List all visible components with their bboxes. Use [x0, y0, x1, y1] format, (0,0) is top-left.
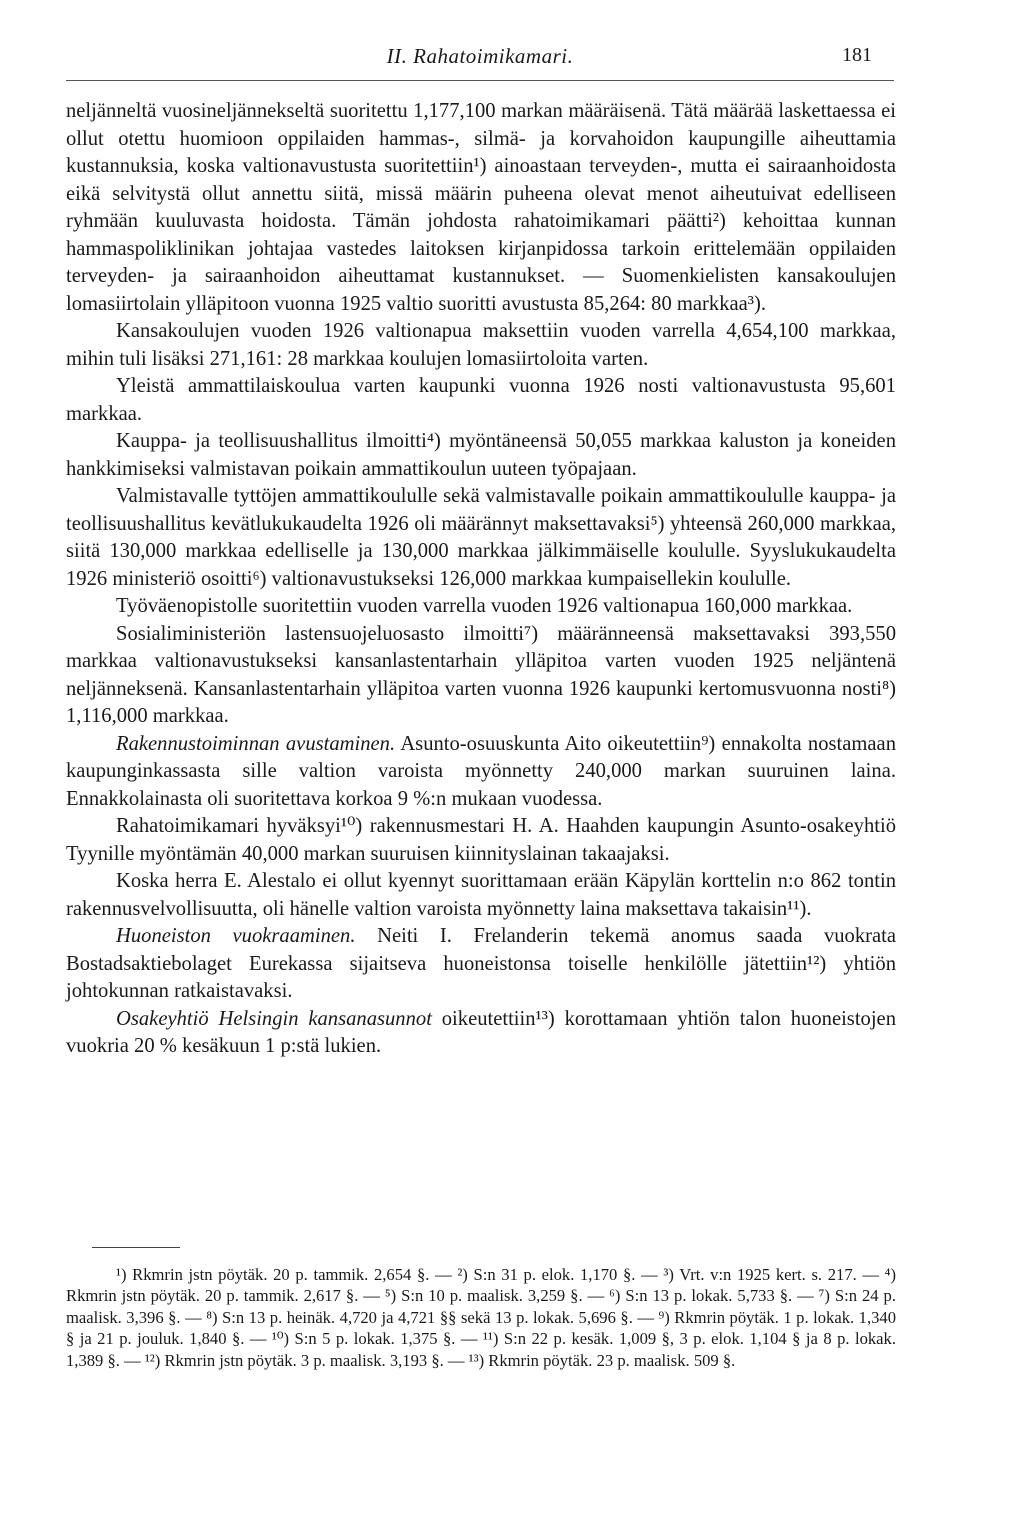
running-title: II. Rahatoimikamari. [386, 44, 574, 68]
paragraph: Kansakoulujen vuoden 1926 valtionapua maksettiin vuoden varrella 4,654,100 markkaa, mihin tuli lisäksi 271,161: 28 markkaa koulujen lomasiirtoloita varten. [66, 320, 896, 370]
paragraph: Rakennustoiminnan avustaminen. Asunto-osuuskunta Aito oikeutettiin⁹) ennakolta nostamaan kaupunginkassasta sille valtion varoista myönnetty 240,000 markan suuruinen laina. Ennakkolainasta oli suoritettava korkoa 9 %:n mukaan vuodessa. [66, 732, 896, 810]
page-number: 181 [842, 44, 872, 66]
paragraph: Huoneiston vuokraaminen. Neiti I. Frelanderin tekemä anomus saada vuokrata Bostadsaktiebolaget Eurekassa sijaitseva huoneistonsa toiselle henkilölle jätettiin¹²) yhtiön johtokunnan ratkaistavaksi. [66, 925, 896, 1002]
paragraph: Sosialiministeriön lastensuojeluosasto ilmoitti⁷) määränneensä maksettavaksi 393,550 markkaa valtionavustukseksi kansanlastentarhain ylläpitoa varten vuoden 1925 neljäntenä neljänneksenä. Kansanlastentarhain ylläpitoa varten vuonna 1926 kaupunki kertomusvuonna nosti⁸) 1,116,000 markkaa. [66, 622, 896, 727]
page-header [66, 44, 894, 81]
section-heading: Huoneiston vuokraaminen. [116, 925, 356, 947]
footnote-text: ¹) Rkmrin jstn pöytäk. 20 p. tammik. 2,654 §. — ²) S:n 31 p. elok. 1,170 §. — ³) Vrt. v:n 1925 kert. s. 217. — ⁴) Rkmrin jstn pöytäk. 20 p. tammik. 2,617 §. — ⁵) S:n 10 p. maalisk. 3,259 §. — ⁶) S:n 13 p. lokak. 5,733 §. — ⁷) S:n 24 p. maalisk. 3,396 §. — ⁸) S:n 13 p. heinäk. 4,720 ja 4,721 §§ sekä 13 p. lokak. 5,696 §. — ⁹) Rkmrin pöytäk. 1 p. lokak. 1,340 § ja 21 p. jouluk. 1,840 §. — ¹⁰) S:n 5 p. lokak. 1,375 §. — ¹¹) S:n 22 p. kesäk. 1,009 §, 3 p. elok. 1,104 § ja 8 p. lokak. 1,389 §. — ¹²) Rkmrin jstn pöytäk. 3 p. maalisk. 3,193 §. — ¹³) Rkmrin pöytäk. 23 p. maalisk. 509 §. [66, 1265, 896, 1370]
paragraph: Koska herra E. Alestalo ei ollut kyennyt suorittamaan erään Käpylän korttelin n:o 862 tontin rakennusvelvollisuutta, oli hänelle valtion varoista myönnetty laina maksettava takaisin¹¹). [66, 870, 896, 920]
paragraph: neljänneltä vuosineljännekseltä suoritettu 1,177,100 markan määräisenä. Tätä määrää laskettaessa ei ollut otettu huomioon oppilaiden hammas-, silmä- ja korvahoidon kaupungille aiheuttamia kustannuksia, koska valtionavustusta suoritettiin¹) ainoastaan terveyden-, mutta ei sairaanhoidosta eikä selvitystä ollut annettu siitä, missä määrin puheena olevat menot aiheutuivat edelliseen ryhmään kuuluvasta hoidosta. Tämän johdosta rahatoimikamari päätti²) kehoittaa kunnan hammaspoliklinikan johtajaa vastedes laitoksen kirjanpidossa tarkoin erittelemään oppilaiden terveyden- ja sairaanhoidon aiheuttamat kustannukset. — Suomenkielisten kansakoulujen lomasiirtolain ylläpitoon vuonna 1925 valtio suoritti avustusta 85,264: 80 markkaa³). [66, 100, 896, 315]
section-heading: Rakennustoiminnan avustaminen. [116, 732, 396, 755]
paragraph: Kauppa- ja teollisuushallitus ilmoitti⁴) myöntäneensä 50,055 markkaa kaluston ja koneiden hankkimiseksi valmistavan poikain ammattikoulun uuteen työpajaan. [66, 430, 896, 480]
paragraph: Työväenopistolle suoritettiin vuoden varrella vuoden 1926 valtionapua 160,000 markkaa. [116, 595, 853, 617]
footnote-divider [92, 1247, 180, 1248]
body-text [66, 98, 896, 1061]
footnotes [66, 1264, 896, 1371]
section-heading: Osakeyhtiö Helsingin kansanasunnot [116, 1007, 432, 1030]
paragraph: Yleistä ammattilaiskoulua varten kaupunki vuonna 1926 nosti valtionavustusta 95,601 markkaa. [66, 375, 896, 425]
paragraph: Rahatoimikamari hyväksyi¹⁰) rakennusmestari H. A. Haahden kaupungin Asunto-osakeyhtiö Tyynille myöntämän 40,000 markan suuruisen kiinnityslainan takaajaksi. [66, 815, 896, 865]
paragraph: Valmistavalle tyttöjen ammattikoululle sekä valmistavalle poikain ammattikoululle kauppa- ja teollisuushallitus kevätlukukaudelta 1926 oli määrännyt maksettavaksi⁵) yhteensä 260,000 markkaa, siitä 130,000 markkaa edelliselle ja 130,000 markkaa jälkimmäiselle koululle. Syyslukukaudelta 1926 ministeriö osoitti⁶) valtionavustukseksi 126,000 markkaa kumpaisellekin koululle. [66, 485, 896, 590]
paragraph: Osakeyhtiö Helsingin kansanasunnot oikeutettiin¹³) korottamaan yhtiön talon huoneistojen vuokria 20 % kesäkuun 1 p:stä lukien. [66, 1007, 896, 1057]
